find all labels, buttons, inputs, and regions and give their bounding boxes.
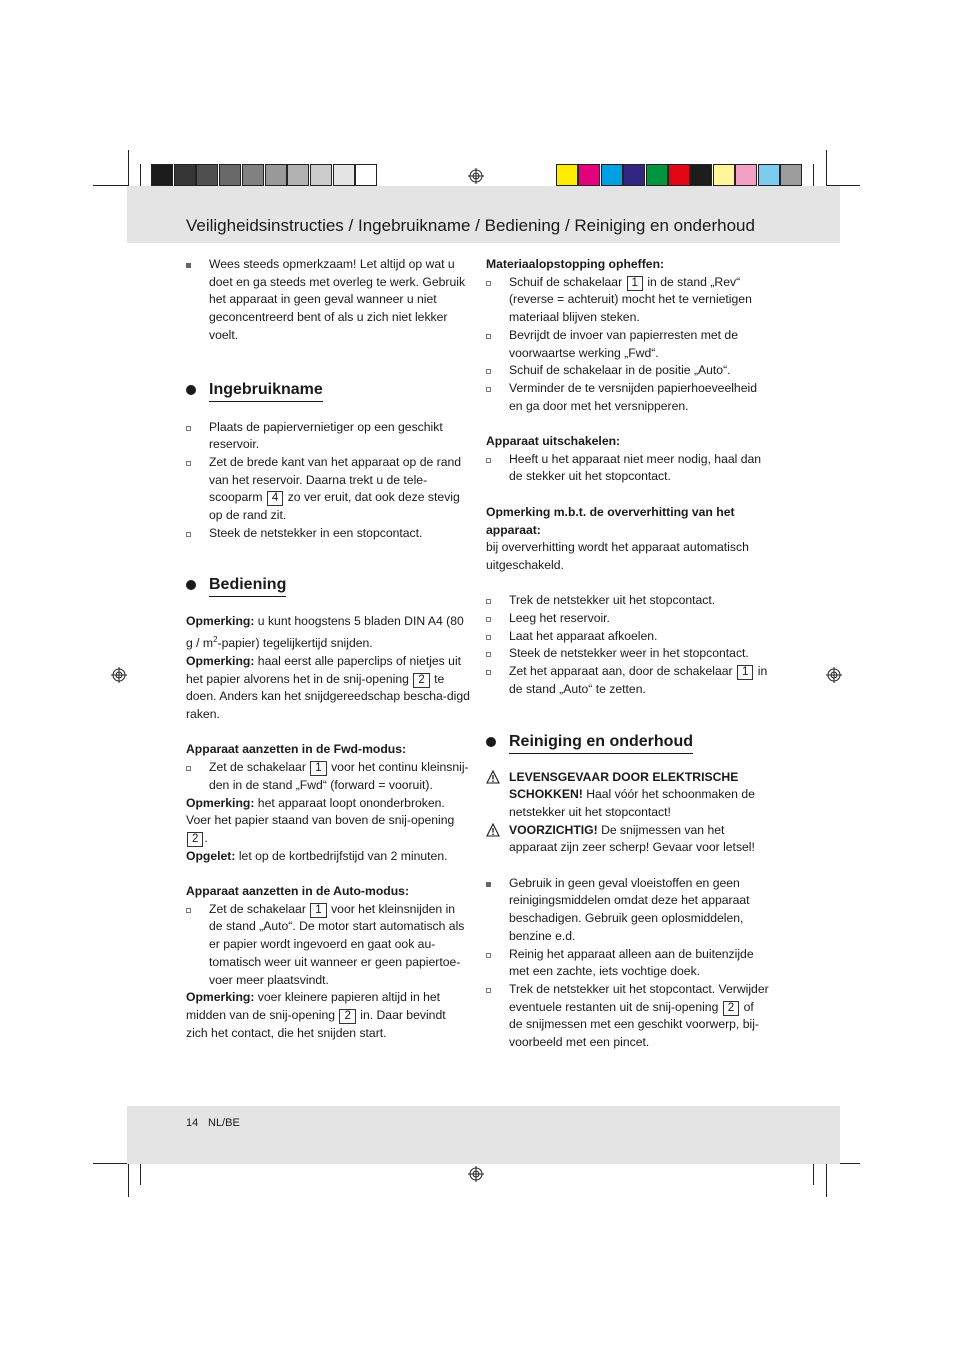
checkbox-bullet-icon (486, 281, 491, 286)
crop-mark (140, 164, 141, 186)
list-item: Heeft u het apparaat niet meer nodig, haal dan de stekker uit het stopcontact. (486, 451, 770, 486)
page-number: 14 (186, 1117, 199, 1129)
list-item: Trek de netstekker uit het stopcontact. Verwijder eventuele restanten uit de snij-opening 2 of de snijmessen met een geschikt voorwerp, bij-voorbeeld met een pincet. (486, 981, 770, 1052)
checkbox-bullet-icon (486, 988, 491, 993)
bullet-dot-icon (186, 580, 196, 590)
checkbox-bullet-icon (486, 334, 491, 339)
list-item: Zet de schakelaar 1 voor het kleinsnijden in de stand „Auto“. De motor start automatisch als er papier wordt ingevoerd en gaat ook au-tomatisch weer uit wanneer er geen papiertoe-voer meer plaatsvindt. (186, 901, 470, 990)
color-swatch (174, 164, 196, 186)
checkbox-bullet-icon (186, 766, 191, 771)
color-swatch (196, 164, 218, 186)
right-column (486, 256, 770, 1052)
list-item: Laat het apparaat afkoelen. (486, 628, 770, 646)
checkbox-bullet-icon (186, 908, 191, 913)
note-paragraph: Opmerking: het apparaat loopt ononderbroken. Voer het papier staand van boven de snij-opening 2 . (186, 795, 455, 845)
part-ref-2: 2 (339, 1009, 355, 1024)
warning-triangle-icon (486, 770, 500, 784)
checkbox-bullet-icon (486, 458, 491, 463)
note-paragraph: Opmerking: u kunt hoogstens 5 bladen DIN A4 (80 g / $m^2-papier$) tegelijkertijd snijden. (186, 614, 464, 651)
part-ref-2: 2 (723, 1001, 739, 1016)
note-paragraph: Opmerking: haal eerst alle paperclips of nietjes uit het papier alvorens het in de snij-opening 2 te doen. Anders kan het snijdgereedschap bescha-digd raken. (186, 653, 470, 722)
subheading-auto-mode: Apparaat aanzetten in de Auto-modus: (186, 884, 409, 899)
list-item: Steek de netstekker weer in het stopcontact. (486, 645, 770, 663)
registration-mark-icon (468, 168, 484, 184)
section-heading-ingebruikname: Ingebruikname (186, 380, 470, 402)
checkbox-bullet-icon (186, 461, 191, 466)
subheading-fwd-mode: Apparaat aanzetten in de Fwd-modus: (186, 742, 407, 757)
checkbox-bullet-icon (486, 652, 491, 657)
color-swatch (623, 164, 645, 186)
crop-mark (813, 1163, 814, 1185)
color-swatch (735, 164, 757, 186)
color-swatch (287, 164, 309, 186)
color-swatch (646, 164, 668, 186)
crop-mark (128, 1163, 129, 1197)
crop-mark (93, 185, 129, 186)
part-ref-1: 1 (737, 665, 753, 680)
square-bullet-icon (486, 882, 491, 887)
section-heading-bediening: Bediening (186, 575, 470, 597)
list-item: Zet de brede kant van het apparaat op de rand van het reservoir. Daarna trekt u de tele-scooparm 4 zo ver eruit, dat ook deze stevig op de rand zit. (186, 454, 470, 525)
part-ref-1: 1 (310, 903, 326, 918)
part-ref-2: 2 (413, 673, 429, 688)
list-item: Schuif de schakelaar in de positie „Auto“. (486, 362, 770, 380)
bullet-dot-icon (486, 737, 496, 747)
subheading-off: Apparaat uitschakelen: (486, 434, 621, 449)
checkbox-bullet-icon (486, 617, 491, 622)
list-item: Steek de netstekker in een stopcontact. (186, 525, 470, 543)
color-swatch (265, 164, 287, 186)
left-column (186, 256, 470, 1042)
color-swatch (578, 164, 600, 186)
checkbox-bullet-icon (486, 635, 491, 640)
subheading-overheat: Opmerking m.b.t. de oververhitting van het apparaat: (486, 504, 735, 537)
list-item: Zet de schakelaar 1 voor het continu kleinsnij-den in de stand „Fwd“ (forward = vooruit). (186, 759, 470, 794)
locale-label: NL/BE (208, 1117, 240, 1129)
color-swatch (219, 164, 241, 186)
registration-mark-icon (111, 667, 127, 683)
color-swatch (758, 164, 780, 186)
part-ref-4: 4 (267, 491, 283, 506)
checkbox-bullet-icon (186, 426, 191, 431)
crop-mark (813, 164, 814, 186)
part-ref-1: 1 (627, 276, 643, 291)
list-item: Schuif de schakelaar 1 in de stand „Rev“ (reverse = achteruit) mocht het te vernietigen materiaal blijven steken. (486, 274, 770, 327)
warning-item: VOORZICHTIG! De snijmessen van het apparaat zijn zeer scherp! Gevaar voor letsel! (486, 822, 770, 857)
list-item: Reinig het apparaat alleen aan de buitenzijde met een zachte, iets vochtige doek. (486, 946, 770, 981)
page-title: Veiligheidsinstructies / Ingebruikname / Bediening / Reiniging en onderhoud (186, 216, 755, 235)
bullet-dot-icon (186, 385, 196, 395)
part-ref-1: 1 (310, 761, 326, 776)
note-paragraph: Opmerking: voer kleinere papieren altijd in het midden van de snij-opening 2 in. Daar bevindt zich het contact, die het snijden start. (186, 990, 446, 1040)
checkbox-bullet-icon (486, 599, 491, 604)
registration-mark-icon (468, 1166, 484, 1182)
crop-mark (140, 1163, 141, 1185)
checkbox-bullet-icon (186, 532, 191, 537)
color-swatch (310, 164, 332, 186)
list-item: Plaats de papiervernietiger op een geschikt reservoir. (186, 419, 470, 454)
warning-triangle-icon (486, 823, 500, 837)
part-ref-2: 2 (187, 832, 203, 847)
color-swatch (690, 164, 712, 186)
color-swatch (780, 164, 802, 186)
color-swatch (601, 164, 623, 186)
checkbox-bullet-icon (486, 369, 491, 374)
list-item: Gebruik in geen geval vloeistoffen en geen reinigingsmiddelen omdat deze het apparaat beschadigen. Gebruik geen oplosmiddelen, benzine e.d. (486, 875, 770, 946)
square-bullet-icon (186, 263, 191, 268)
checkbox-bullet-icon (486, 670, 491, 675)
warning-item: LEVENSGEVAAR DOOR ELEKTRISCHE SCHOKKEN! Haal vóór het schoonmaken de netstekker uit het stopcontact! (486, 769, 770, 822)
footer-band (127, 1106, 840, 1164)
crop-mark (826, 1163, 827, 1197)
subheading-jam: Materiaalopstopping opheffen: (486, 257, 665, 271)
crop-mark (826, 150, 827, 186)
section-heading-reiniging: Reiniging en onderhoud (486, 732, 770, 754)
list-item: Leeg het reservoir. (486, 610, 770, 628)
overheat-paragraph: bij oververhitting wordt het apparaat automatisch uitgeschakeld. (486, 540, 749, 572)
color-swatch (556, 164, 578, 186)
caution-paragraph: Opgelet: let op de kortbedrijfstijd van 2 minuten. (186, 848, 448, 863)
list-item: Bevrijdt de invoer van papierresten met de voorwaartse werking „Fwd“. (486, 327, 770, 362)
checkbox-bullet-icon (486, 953, 491, 958)
color-swatch (242, 164, 264, 186)
registration-mark-icon (826, 667, 842, 683)
color-swatch (668, 164, 690, 186)
list-item: Verminder de te versnijden papierhoeveelheid en ga door met het versnipperen. (486, 380, 770, 415)
crop-mark (93, 1163, 129, 1164)
checkbox-bullet-icon (486, 387, 491, 392)
color-swatch (355, 164, 377, 186)
color-swatch (713, 164, 735, 186)
list-item: Zet het apparaat aan, door de schakelaar 1 in de stand „Auto“ te zetten. (486, 663, 770, 698)
list-item: Trek de netstekker uit het stopcontact. (486, 592, 770, 610)
color-swatch (151, 164, 173, 186)
list-item: Wees steeds opmerkzaam! Let altijd op wat u doet en ga steeds met overleg te werk. Gebruik het apparaat in geen geval wanneer u niet geconcentreerd bent of als u zich niet lekker voelt. (186, 256, 470, 345)
color-swatch (333, 164, 355, 186)
crop-mark (128, 150, 129, 186)
